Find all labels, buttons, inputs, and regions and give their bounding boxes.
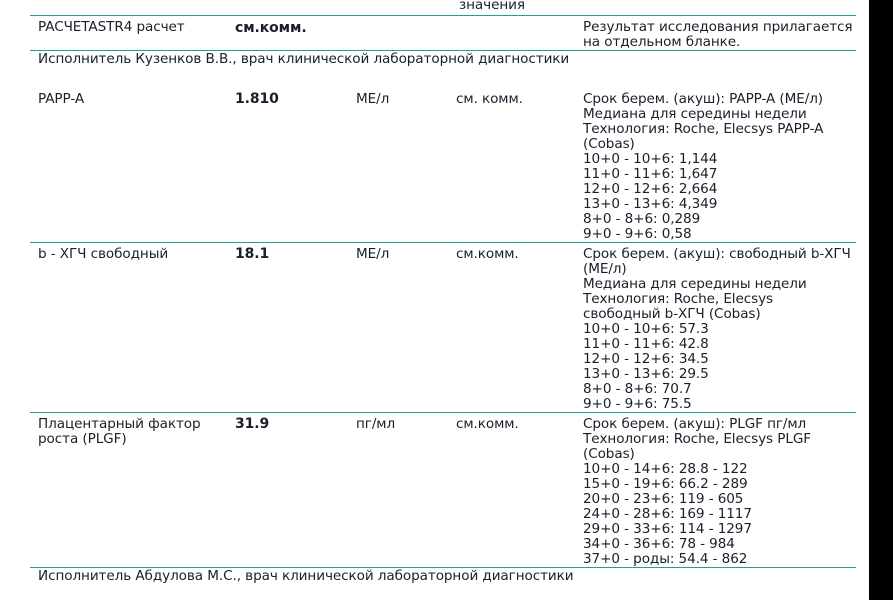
ref-line: 8+0 - 8+6: 70.7 <box>583 381 692 397</box>
divider <box>30 15 856 16</box>
ref-line: 10+0 - 14+6: 28.8 - 122 <box>583 461 748 477</box>
calc-test-value: см.комм. <box>235 20 307 36</box>
test-unit: МЕ/л <box>356 91 390 107</box>
ref-line: Срок берем. (акуш): свободный b-ХГЧ <box>583 246 851 262</box>
test-name: PAPP-A <box>38 91 85 107</box>
reference-values <box>583 92 823 242</box>
ref-line: (Cobas) <box>583 446 635 462</box>
test-name: b - ХГЧ свободный <box>38 246 169 262</box>
ref-line: 8+0 - 8+6: 0,289 <box>583 211 701 227</box>
test-unit: МЕ/л <box>356 246 390 262</box>
ref-line: свободный b-ХГЧ (Cobas) <box>583 306 761 322</box>
ref-line: (МЕ/л) <box>583 261 627 277</box>
ref-line: Срок берем. (акуш): PLGF пг/мл <box>583 416 807 432</box>
calc-result-note <box>583 20 853 50</box>
ref-line: (Cobas) <box>583 136 635 152</box>
ref-line: 13+0 - 13+6: 4,349 <box>583 196 718 212</box>
test-value: 31.9 <box>235 416 270 432</box>
ref-line: 37+0 - роды: 54.4 - 862 <box>583 551 748 567</box>
ref-line: 29+0 - 33+6: 114 - 1297 <box>583 521 752 537</box>
ref-line: 12+0 - 12+6: 34.5 <box>583 351 709 367</box>
executor-line: Исполнитель Кузенков В.В., врач клинической лабораторной диагностики <box>38 51 570 67</box>
ref-line: 9+0 - 9+6: 0,58 <box>583 226 692 242</box>
test-comment: см.комм. <box>456 246 519 262</box>
column-header-fragment: значения <box>459 0 525 13</box>
test-value: 1.810 <box>235 91 279 107</box>
divider <box>30 412 856 413</box>
ref-line: 10+0 - 10+6: 1,144 <box>583 151 718 167</box>
ref-line: 20+0 - 23+6: 119 - 605 <box>583 491 744 507</box>
ref-line: 12+0 - 12+6: 2,664 <box>583 181 718 197</box>
ref-line: 15+0 - 19+6: 66.2 - 289 <box>583 476 748 492</box>
ref-line: 11+0 - 11+6: 42.8 <box>583 336 709 352</box>
divider <box>30 242 856 243</box>
test-unit: пг/мл <box>356 416 396 432</box>
ref-line: 34+0 - 36+6: 78 - 984 <box>583 536 735 552</box>
calc-test-name: PACЧETASTR4 расчет <box>38 19 185 35</box>
ref-line: 9+0 - 9+6: 75.5 <box>583 396 692 412</box>
test-comment: см.комм. <box>456 416 519 432</box>
ref-line: 13+0 - 13+6: 29.5 <box>583 366 709 382</box>
ref-line: Технология: Roche, Elecsys PAPP-A <box>583 121 824 137</box>
ref-line: Медиана для середины недели <box>583 106 807 122</box>
ref-line: Медиана для середины недели <box>583 276 807 292</box>
ref-line: 11+0 - 11+6: 1,647 <box>583 166 718 182</box>
ref-line: 24+0 - 28+6: 169 - 1117 <box>583 506 752 522</box>
reference-values <box>583 247 851 412</box>
ref-line: Технология: Roche, Elecsys <box>583 291 774 307</box>
executor-line: Исполнитель Абдулова М.С., врач клинической лабораторной диагностики <box>38 568 574 584</box>
ref-line: Технология: Roche, Elecsys PLGF <box>583 431 811 447</box>
test-name: Плацентарный фактор <box>38 416 201 432</box>
test-value: 18.1 <box>235 246 270 262</box>
test-name: роста (PLGF) <box>38 431 127 447</box>
ref-line: 10+0 - 10+6: 57.3 <box>583 321 709 337</box>
ref-line: Срок берем. (акуш): PAPP-A (МЕ/л) <box>583 91 823 107</box>
result-line: на отдельном бланке. <box>583 34 741 50</box>
reference-values <box>583 417 811 567</box>
test-comment: см. комм. <box>456 91 523 107</box>
result-line: Результат исследования прилагается <box>583 19 853 35</box>
